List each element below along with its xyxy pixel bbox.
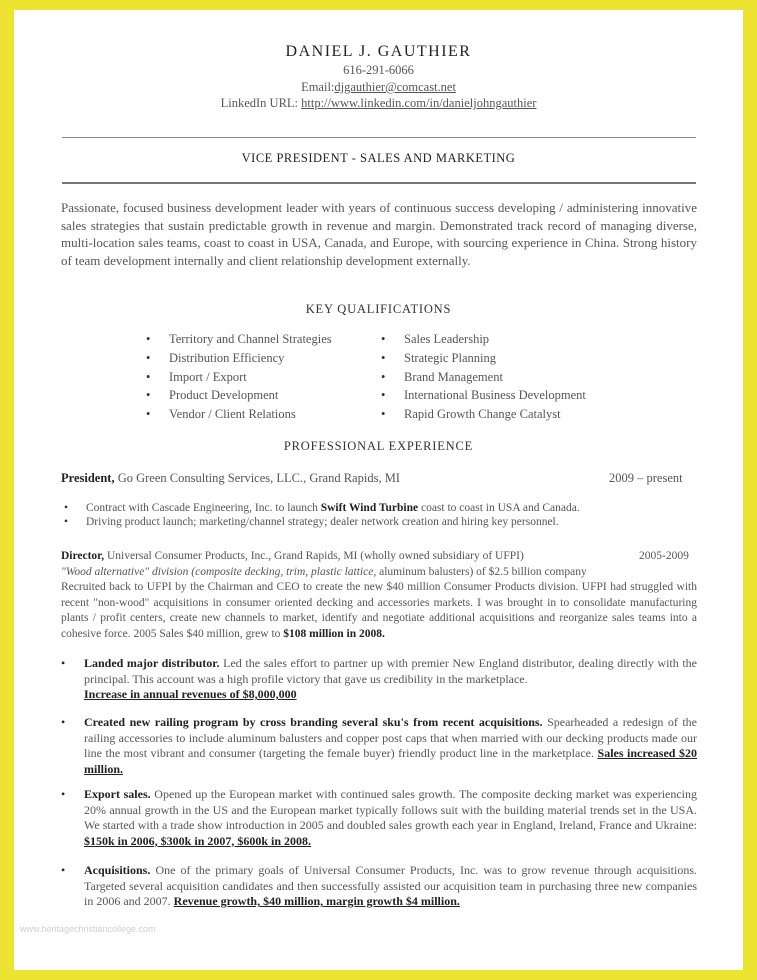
header-divider [62,137,696,138]
qualifications-left-list [146,330,371,424]
product-name: Swift Wind Turbine [320,502,419,514]
bullet: • [61,715,66,729]
linkedin-line [14,96,743,111]
list-item: • Brand Management [381,368,661,387]
professional-experience-heading: PROFESSIONAL EXPERIENCE [283,439,474,453]
phone-number: 616-291-6066 [343,63,414,77]
job1-role: President, [61,471,115,485]
list-item: • Sales Leadership [381,330,661,349]
achievement-item: • Export sales. Opened up the European market with continued sales growth. The composite decking market was experiencing 20% annual growth in the US and the European market typically follows suit with the building material trends set in the USA. We started with a trade show introduction in 2005 and doubled sales growth each year in England, Ireland, France and Ukraine: $150k in 2006, $300k in 2007, $600k in 2008. [61,787,698,848]
qualifications-right-list [381,330,661,424]
achievement-result: Revenue growth, $40 million, margin growth $4 million. [173,894,460,908]
job2-company: Universal Consumer Products, Inc., Grand Rapids, MI (wholly owned subsidiary of UFPI) [106,550,524,562]
candidate-name: DANIEL J. GAUTHIER [285,43,472,60]
job1-header [61,471,400,486]
list-item: • Territory and Channel Strategies [146,330,371,349]
key-qualifications-heading: KEY QUALIFICATIONS [305,302,452,316]
job2-growth: $108 million in 2008. [283,627,385,640]
list-item: • Vendor / Client Relations [146,405,371,424]
job1-bullets [64,501,704,529]
achievement-result: Sales increased $20 million. [84,746,697,776]
achievement-item: • Landed major distributor. Led the sales effort to partner up with premier New England distributor, dealing directly with the principal. This account was a high profile victory that gave us credibility in the marketplace. Increase in annual revenues of $8,000,000 [61,656,698,701]
email-label: Email: [301,80,335,94]
summary-paragraph: Passionate, focused business development leader with years of continuous success developing / administering innovative sales strategies that sustain predictable growth in revenue and margin. Demonstrated track record of managing diverse, multi-location sales teams, coast to coast in USA, Canada, and Europe, with sourcing experience in China. Strong history of team development internally and client relationship development externally. [61,200,697,268]
title-divider [62,182,696,184]
list-item: • Strategic Planning [381,349,661,368]
resume-page [14,10,743,970]
list-item: • Driving product launch; marketing/channel strategy; dealer network creation and hiring key personnel. [64,515,704,529]
bullet: • [61,656,66,670]
achievement-result: Increase in annual revenues of $8,000,000 [84,687,297,701]
job2-block [61,549,697,642]
job1-dates: 2009 – present [609,471,683,485]
list-item: • Distribution Efficiency [146,349,371,368]
achievement-item: • Created new railing program by cross branding several sku's from recent acquisitions. Spearheaded a redesign of the railing accessories to include aluminum balusters and copper post caps that when married with our decking products made our line the most vibrant and consumer (targeting the female buyer) friendly product line in the marketplace. Sales increased $20 million. [61,715,698,776]
achievement-item: • Acquisitions. One of the primary goals of Universal Consumer Products, Inc. was to grow revenue through acquisitions. Targeted several acquisition candidates and then successfully assisted our acquisition team in purchasing three new companies in 2006 and 2007. Revenue growth, $40 million, margin growth $4 million. [61,863,698,908]
job1-company: Go Green Consulting Services, LLC., Grand Rapids, MI [117,471,400,485]
list-item: • Import / Export [146,368,371,387]
email-link[interactable]: djgauthier@comcast.net [334,80,456,94]
linkedin-link[interactable]: http://www.linkedin.com/in/danieljohngauthier [301,96,537,110]
list-item: • International Business Development [381,386,661,405]
job2-header [61,549,697,565]
job-title: VICE PRESIDENT - SALES AND MARKETING [241,151,516,165]
watermark-text: www.heritagechristiancollege.com [20,924,156,934]
list-item: • Rapid Growth Change Catalyst [381,405,661,424]
job2-dates: 2005-2009 [639,550,689,562]
job2-role: Director, [61,550,105,562]
linkedin-label: LinkedIn URL: [220,96,299,110]
job2-division: "Wood alternative" division (composite decking, trim, plastic lattice, aluminum balusters) of $2.5 billion company [61,565,587,578]
list-item: • Product Development [146,386,371,405]
bullet: • [61,787,66,801]
email-line [14,80,743,95]
list-item: • Contract with Cascade Engineering, Inc. to launch Swift Wind Turbine coast to coast in USA and Canada. [64,501,704,515]
achievement-result: $150k in 2006, $300k in 2007, $600k in 2008. [84,833,312,848]
bullet: • [61,863,66,877]
job2-description: Recruited back to UFPI by the Chairman and CEO to create the new $40 million Consumer Products division. UFPI had struggled with recent "non-wood" acquisitions in consumer oriented decking and accessories markets. I was brought in to consolidate manufacturing plants / profit centers, create new channels to market, identify and negotiate additional acquisitions and reorganize sales teams into a cohesive force. 2005 Sales $40 million, grew to $108 million in 2008. [61,581,697,640]
